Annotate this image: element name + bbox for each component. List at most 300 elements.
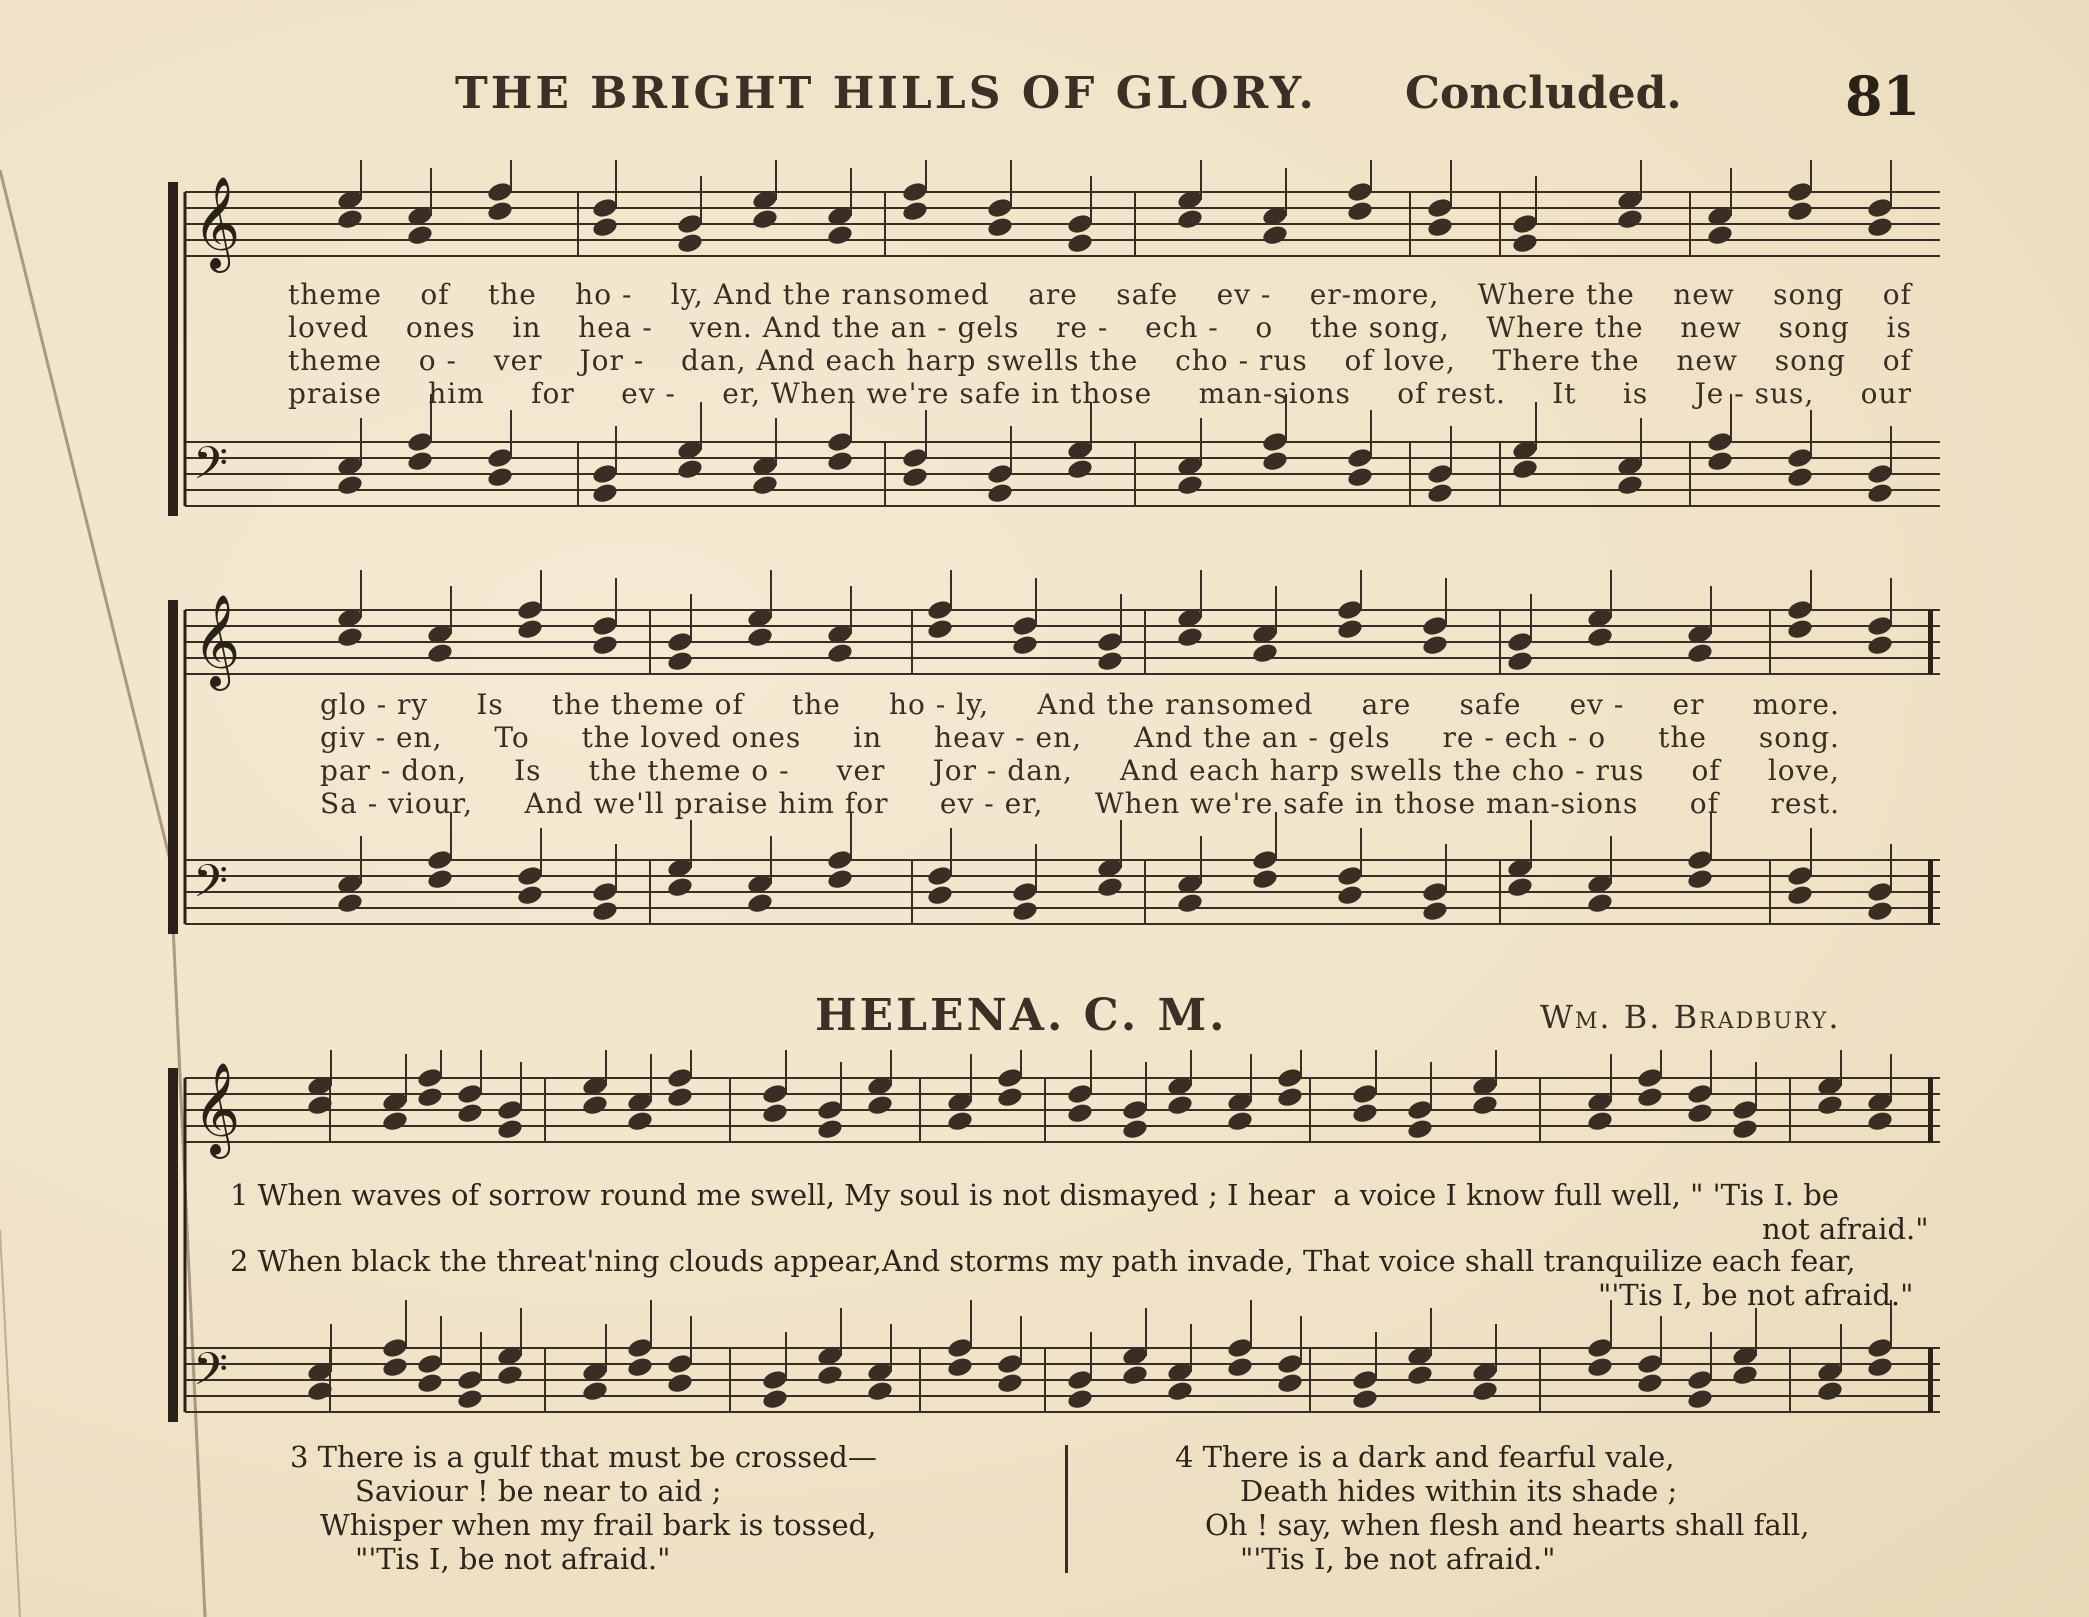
note-head [1261, 450, 1289, 473]
note-head [1686, 1082, 1714, 1105]
note-head [1406, 1098, 1434, 1121]
final-bar [1928, 1348, 1933, 1412]
note-head [1261, 224, 1289, 247]
lyric-syllable: are [1361, 688, 1412, 721]
lyric-syllable: Je - sus, [1694, 377, 1815, 410]
note-head [1176, 474, 1204, 497]
note-head [1276, 1086, 1304, 1109]
note-head [1686, 1102, 1714, 1125]
note-head [1176, 892, 1204, 915]
lyric-syllable: new [1676, 344, 1738, 377]
note-head [676, 212, 704, 235]
note-head [866, 1380, 894, 1403]
note-head [1166, 1380, 1194, 1403]
lyric-syllable: Is [514, 754, 542, 787]
lyric-syllable: are [1028, 278, 1078, 311]
note-head [486, 466, 514, 489]
note-head [1426, 462, 1454, 485]
note-head [486, 200, 514, 223]
note-head [1336, 618, 1364, 641]
note-head [1351, 1102, 1379, 1125]
note-head [1816, 1094, 1844, 1117]
note-head [1426, 216, 1454, 239]
note-head [1816, 1380, 1844, 1403]
note-head [516, 598, 544, 621]
note-head [456, 1368, 484, 1391]
note-head [826, 642, 854, 665]
page-header [0, 64, 2089, 128]
lyric-syllable: Sa - viour, [320, 787, 474, 820]
note-head [901, 466, 929, 489]
note-head [1686, 848, 1714, 871]
note-head [456, 1102, 484, 1125]
lyric-syllable: our [1860, 377, 1912, 410]
note-head [1866, 614, 1894, 637]
note-head [926, 618, 954, 641]
lyric-syllable: hea - [578, 311, 653, 344]
note-head [946, 1336, 974, 1359]
note-head [456, 1082, 484, 1105]
note-head [1586, 1356, 1614, 1379]
lyric-syllable: er, When we're safe in those [722, 377, 1153, 410]
lyric-syllable: safe [1116, 278, 1179, 311]
note-head [416, 1352, 444, 1375]
note-head [751, 474, 779, 497]
lyric-syllable: ev - er, [939, 787, 1044, 820]
lyric-syllable: When we're safe in those man-sions [1094, 787, 1639, 820]
note-head [761, 1388, 789, 1411]
note-head [1066, 1102, 1094, 1125]
note-head [1506, 650, 1534, 673]
note-head [1336, 884, 1364, 907]
lyric-syllable: him [428, 377, 485, 410]
note-head [1226, 1336, 1254, 1359]
note-head [1506, 876, 1534, 899]
note-head [1276, 1066, 1304, 1089]
page-title: THE BRIGHT HILLS OF GLORY. [455, 68, 1317, 119]
note-head [1866, 196, 1894, 219]
note-head [416, 1372, 444, 1395]
note-head [1066, 458, 1094, 481]
note-head [1706, 430, 1734, 453]
note-head [1866, 482, 1894, 505]
hymn-title: HELENA. C. M. [815, 990, 1228, 1041]
treble-clef-icon: 𝄞 [193, 1061, 241, 1155]
note-head [1011, 900, 1039, 923]
note-head [1786, 200, 1814, 223]
note-head [1276, 1372, 1304, 1395]
note-head [1866, 900, 1894, 923]
lyric-syllable: glo - ry [320, 688, 429, 721]
note-head [1786, 466, 1814, 489]
treble-clef-icon: 𝄞 [193, 175, 241, 269]
lyric-syllable: dan, And each harp swells the [681, 344, 1139, 377]
lyric-syllable: new [1680, 311, 1742, 344]
lyric-syllable: re - [1056, 311, 1109, 344]
note-head [1346, 180, 1374, 203]
lyric-syllable: of love, [1344, 344, 1456, 377]
note-head [1066, 1368, 1094, 1391]
note-head [1336, 864, 1364, 887]
verse-4-line-4: "'Tis I, be not afraid." [1240, 1542, 1556, 1576]
note-head [486, 446, 514, 469]
note-head [1731, 1098, 1759, 1121]
note-head [496, 1364, 524, 1387]
note-head [1786, 864, 1814, 887]
note-head [581, 1094, 609, 1117]
note-head [901, 446, 929, 469]
lyric-syllable: more. [1752, 688, 1840, 721]
note-head [1616, 208, 1644, 231]
note-head [996, 1066, 1024, 1089]
lyric-syllable: cho - rus [1175, 344, 1308, 377]
verse-3-line-3: Whisper when my frail bark is tossed, [320, 1508, 877, 1542]
note-head [986, 196, 1014, 219]
lyric-syllable: er [1672, 688, 1705, 721]
lyric-line [288, 278, 1912, 311]
note-head [866, 1094, 894, 1117]
note-head [591, 216, 619, 239]
note-head [591, 614, 619, 637]
note-head [666, 650, 694, 673]
note-head [1121, 1098, 1149, 1121]
note-head [456, 1388, 484, 1411]
note-head [816, 1364, 844, 1387]
note-head [826, 224, 854, 247]
note-head [1511, 232, 1539, 255]
note-head [816, 1098, 844, 1121]
note-head [591, 880, 619, 903]
lyric-syllable: ver [836, 754, 886, 787]
note-head [1686, 1368, 1714, 1391]
note-head [1786, 598, 1814, 621]
note-head [1426, 196, 1454, 219]
note-head [1786, 618, 1814, 641]
note-head [1276, 1352, 1304, 1375]
note-head [406, 224, 434, 247]
note-head [1096, 650, 1124, 673]
note-head [496, 1098, 524, 1121]
bass-clef-icon: 𝄢 [193, 436, 228, 500]
note-head [1471, 1094, 1499, 1117]
note-head [1786, 446, 1814, 469]
note-head [416, 1066, 444, 1089]
lyric-syllable: of [1691, 754, 1721, 787]
note-head [406, 430, 434, 453]
lyric-syllable: love, [1767, 754, 1840, 787]
note-head [1121, 1364, 1149, 1387]
note-head [826, 868, 854, 891]
note-head [1636, 1352, 1664, 1375]
note-head [591, 900, 619, 923]
note-head [1866, 634, 1894, 657]
note-head [1066, 1082, 1094, 1105]
verse-4-line-3: Oh ! say, when flesh and hearts shall fall, [1205, 1508, 1810, 1542]
note-head [996, 1352, 1024, 1375]
verse-3-line-2: Saviour ! be near to aid ; [355, 1474, 722, 1508]
note-head [1226, 1110, 1254, 1133]
note-head [1686, 642, 1714, 665]
note-head [1636, 1066, 1664, 1089]
bass-clef-icon: 𝄢 [193, 854, 228, 918]
note-head [1096, 630, 1124, 653]
note-head [1636, 1372, 1664, 1395]
lyric-syllable: the [487, 278, 537, 311]
note-head [1506, 630, 1534, 653]
lyric-syllable: ones [405, 311, 476, 344]
verse-divider [1065, 1445, 1068, 1573]
note-head [1866, 1110, 1894, 1133]
note-head [1731, 1118, 1759, 1141]
lyric-syllable: ev - [621, 377, 676, 410]
lyric-syllable: It [1552, 377, 1577, 410]
note-head [1346, 466, 1374, 489]
note-head [751, 208, 779, 231]
note-head [591, 462, 619, 485]
note-head [591, 482, 619, 505]
note-head [901, 200, 929, 223]
note-head [1511, 458, 1539, 481]
note-head [1066, 232, 1094, 255]
composer-name: Wm. B. Bradbury. [1540, 998, 1841, 1036]
note-head [1406, 1364, 1434, 1387]
note-head [591, 196, 619, 219]
note-head [1426, 482, 1454, 505]
note-head [996, 1372, 1024, 1395]
note-head [901, 180, 929, 203]
lyric-syllable: o [1255, 311, 1274, 344]
note-head [1586, 1336, 1614, 1359]
note-head [336, 474, 364, 497]
note-head [1471, 1380, 1499, 1403]
note-head [1686, 1388, 1714, 1411]
lyric-syllable: is [1886, 311, 1912, 344]
note-head [1586, 626, 1614, 649]
lyric-syllable: rest. [1770, 787, 1840, 820]
note-head [1336, 598, 1364, 621]
note-head [1866, 462, 1894, 485]
note-head [336, 208, 364, 231]
lyric-syllable: of [1689, 787, 1720, 820]
note-head [426, 642, 454, 665]
note-head [1066, 1388, 1094, 1411]
lyric-syllable: song [1774, 344, 1846, 377]
note-head [516, 864, 544, 887]
note-head [761, 1102, 789, 1125]
lyric-line [320, 754, 1840, 787]
note-head [926, 884, 954, 907]
verse-3-line-1: 3 There is a gulf that must be crossed— [290, 1440, 877, 1474]
lyric-syllable: for [531, 377, 575, 410]
note-head [1731, 1364, 1759, 1387]
verse-2-continuation: "'Tis I, be not afraid." [1598, 1278, 1914, 1312]
note-head [986, 482, 1014, 505]
note-head [816, 1118, 844, 1141]
bass-clef-icon: 𝄢 [193, 1342, 228, 1406]
note-head [1011, 634, 1039, 657]
page-number: 81 [1845, 64, 1921, 128]
note-head [626, 1110, 654, 1133]
lyric-syllable: heav - en, [934, 721, 1083, 754]
final-bar [1928, 860, 1933, 924]
note-head [1421, 900, 1449, 923]
lyric-syllable: of [1882, 278, 1912, 311]
lyric-syllable: Where the [1477, 278, 1635, 311]
note-head [516, 884, 544, 907]
lyric-syllable: ev - [1216, 278, 1272, 311]
system-brace [168, 182, 178, 516]
lyric-syllable: the theme o - [588, 754, 790, 787]
note-head [826, 450, 854, 473]
note-head [1176, 208, 1204, 231]
note-head [1251, 868, 1279, 891]
note-head [666, 630, 694, 653]
lyric-syllable: ho - [575, 278, 633, 311]
note-head [626, 1336, 654, 1359]
lyric-syllable: the loved ones [581, 721, 802, 754]
lyric-syllable: ev - [1569, 688, 1625, 721]
lyric-syllable: par - don, [320, 754, 467, 787]
lyric-syllable: song. [1758, 721, 1840, 754]
lyric-syllable: of rest. [1397, 377, 1506, 410]
lyric-syllable: song [1778, 311, 1850, 344]
note-head [336, 892, 364, 915]
lyric-syllable: Where the [1486, 311, 1644, 344]
note-head [946, 1356, 974, 1379]
note-head [1406, 1118, 1434, 1141]
lyric-syllable: in [512, 311, 542, 344]
note-head [381, 1336, 409, 1359]
lyric-syllable: To [494, 721, 530, 754]
lyric-syllable: And the an - gels [1133, 721, 1391, 754]
verse-2-line: 2 When black the threat'ning clouds appear,And storms my path invade, That voice shall tranquilize each fear, [230, 1244, 1856, 1278]
lyric-syllable: And we'll praise him for [524, 787, 889, 820]
lyric-syllable: praise [288, 377, 382, 410]
note-head [746, 892, 774, 915]
note-head [676, 458, 704, 481]
note-head [626, 1356, 654, 1379]
note-head [996, 1086, 1024, 1109]
note-head [676, 232, 704, 255]
note-head [1866, 1356, 1894, 1379]
note-head [1011, 614, 1039, 637]
lyric-line [288, 311, 1912, 344]
note-head [426, 868, 454, 891]
note-head [406, 450, 434, 473]
note-head [1351, 1388, 1379, 1411]
lyric-line [320, 721, 1840, 754]
note-head [1421, 614, 1449, 637]
note-head [986, 216, 1014, 239]
note-head [426, 848, 454, 871]
note-head [666, 876, 694, 899]
lyric-syllable: giv - en, [320, 721, 443, 754]
note-head [486, 180, 514, 203]
note-head [1706, 224, 1734, 247]
note-head [336, 626, 364, 649]
lyric-syllable: er-more, [1309, 278, 1440, 311]
system-brace [168, 1068, 178, 1422]
note-head [591, 634, 619, 657]
lyric-syllable: theme [288, 344, 382, 377]
note-head [761, 1082, 789, 1105]
lyric-syllable: the song, [1309, 311, 1450, 344]
note-head [1011, 880, 1039, 903]
note-head [416, 1086, 444, 1109]
note-head [1586, 1110, 1614, 1133]
note-head [581, 1380, 609, 1403]
lyric-syllable: new [1673, 278, 1735, 311]
note-head [1421, 634, 1449, 657]
note-head [1346, 446, 1374, 469]
lyric-syllable: re - ech - o [1442, 721, 1607, 754]
note-head [1351, 1368, 1379, 1391]
note-head [1511, 212, 1539, 235]
verse-4-line-1: 4 There is a dark and fearful vale, [1175, 1440, 1675, 1474]
verse-1-continuation: not afraid." [1762, 1212, 1929, 1246]
note-head [666, 1066, 694, 1089]
note-head [1686, 868, 1714, 891]
note-head [1866, 216, 1894, 239]
verse-3-line-4: "'Tis I, be not afraid." [355, 1542, 671, 1576]
final-bar [1928, 1078, 1933, 1142]
lyric-line [288, 377, 1912, 410]
note-head [1786, 884, 1814, 907]
lyric-syllable: the [1658, 721, 1707, 754]
note-head [1866, 1336, 1894, 1359]
note-head [826, 848, 854, 871]
lyric-syllable: man-sions [1198, 377, 1351, 410]
lyric-syllable: loved [288, 311, 370, 344]
lyric-syllable: the [791, 688, 841, 721]
lyric-syllable: ly, And the ransomed [670, 278, 990, 311]
note-head [1786, 180, 1814, 203]
lyric-syllable: ven. And the an - gels [689, 311, 1020, 344]
lyric-line [320, 688, 1840, 721]
note-head [381, 1110, 409, 1133]
note-head [1636, 1086, 1664, 1109]
note-head [1706, 450, 1734, 473]
page-subtitle: Concluded. [1405, 68, 1682, 119]
note-head [926, 598, 954, 621]
note-head [1066, 212, 1094, 235]
verse-1-line: 1 When waves of sorrow round me swell, My soul is not dismayed ; I hear a voice I know full well, " 'Tis I. be [230, 1178, 1839, 1212]
note-head [1586, 892, 1614, 915]
note-head [1226, 1356, 1254, 1379]
lyric-line [288, 344, 1912, 377]
note-head [1421, 880, 1449, 903]
lyric-syllable: of [1882, 344, 1912, 377]
lyric-syllable: And each harp swells the cho - rus [1119, 754, 1645, 787]
lyric-syllable: of [420, 278, 450, 311]
lyric-syllable: Jor - dan, [932, 754, 1073, 787]
note-head [826, 430, 854, 453]
note-head [1251, 642, 1279, 665]
note-head [1176, 626, 1204, 649]
note-head [1866, 880, 1894, 903]
note-head [496, 1118, 524, 1141]
lyric-syllable: And the ransomed [1037, 688, 1314, 721]
lyric-syllable: the theme of [551, 688, 744, 721]
lyric-syllable: song [1773, 278, 1845, 311]
note-head [986, 462, 1014, 485]
note-head [666, 1372, 694, 1395]
lyric-syllable: in [853, 721, 883, 754]
note-head [516, 618, 544, 641]
verse-4-line-2: Death hides within its shade ; [1240, 1474, 1678, 1508]
note-head [666, 1086, 694, 1109]
lyric-syllable: ho - ly, [888, 688, 990, 721]
